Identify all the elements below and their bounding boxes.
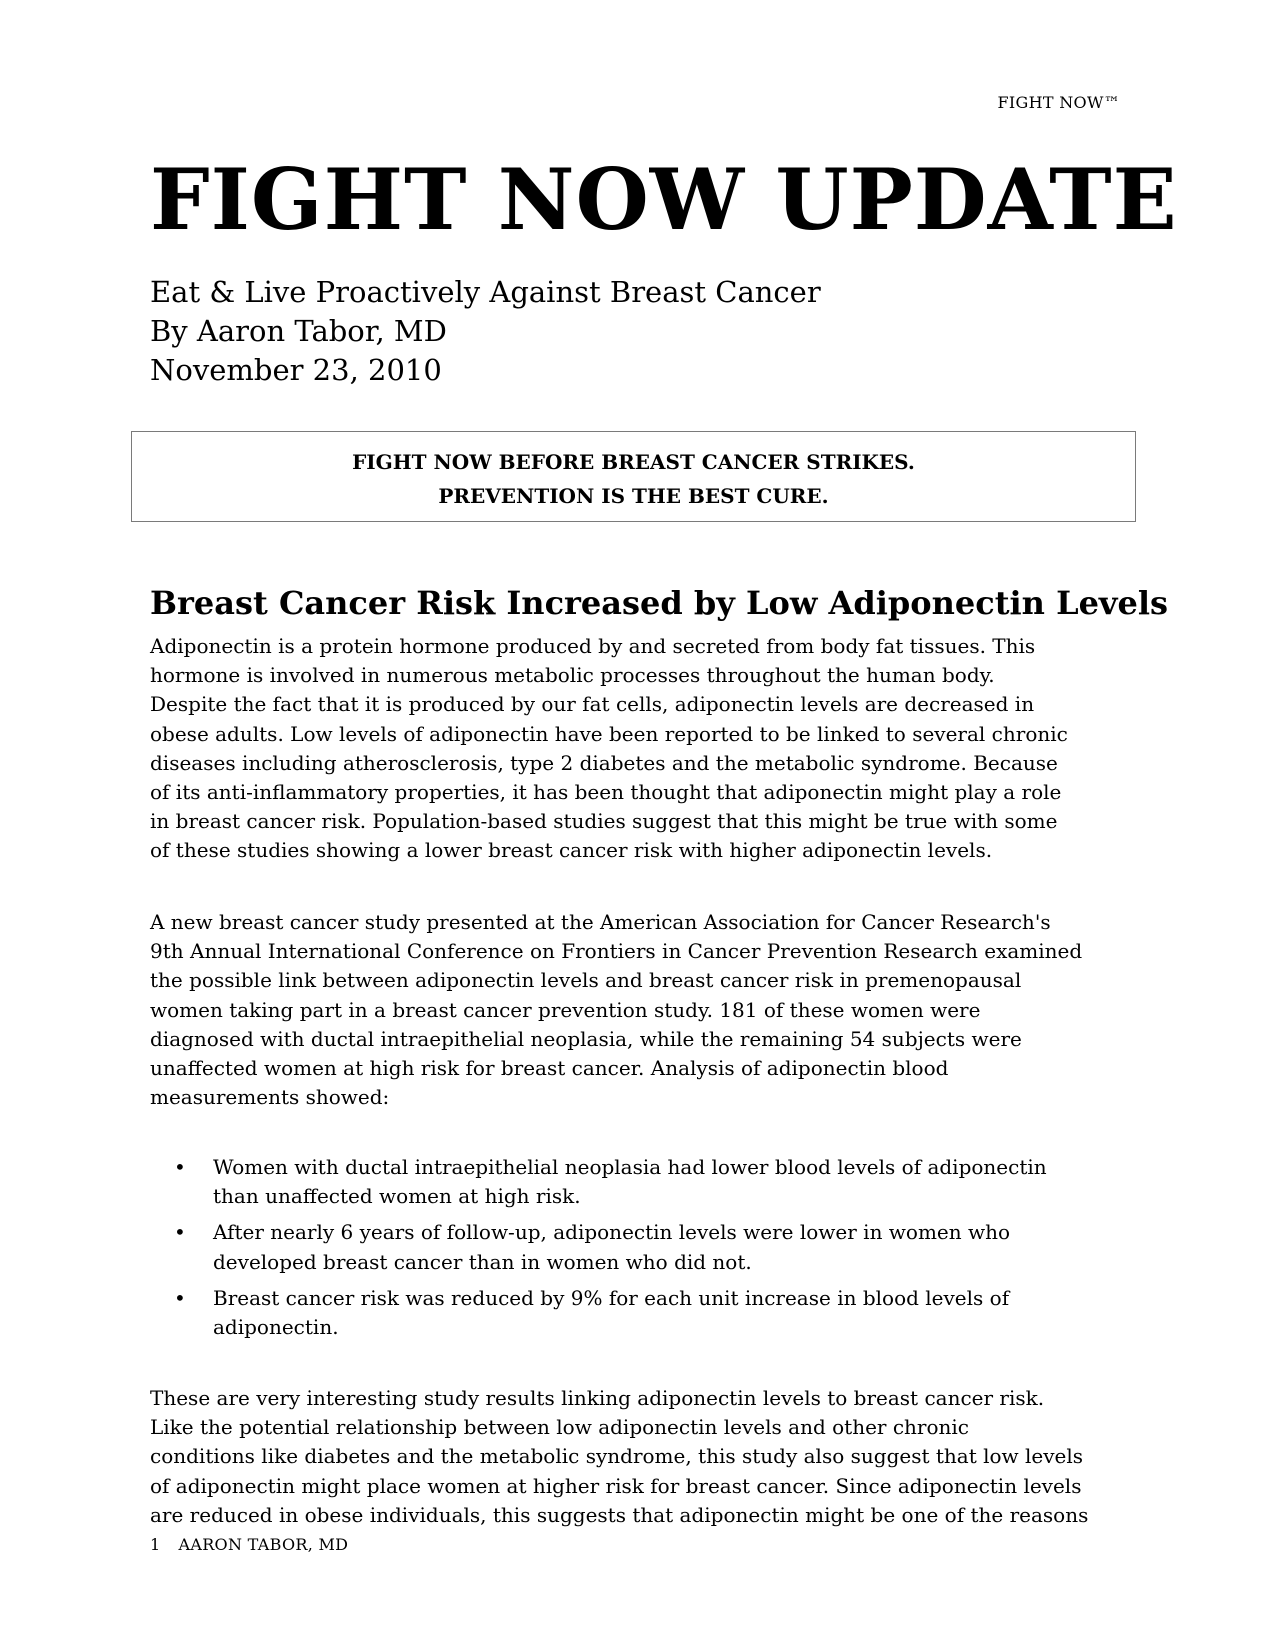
list-item (150, 1153, 1130, 1211)
publication-date: November 23, 2010 (150, 353, 442, 387)
list-item-line: than unaffected women at high risk. (213, 1184, 581, 1209)
paragraph-line: Like the potential relationship between low adiponectin levels and other chronic (150, 1415, 969, 1440)
document-title: FIGHT NOW UPDATE (150, 150, 1178, 249)
paragraph-line: Despite the fact that it is produced by our fat cells, adiponectin levels are decreased in (150, 692, 1035, 717)
paragraph-line: Adiponectin is a protein hormone produced by and secreted from body fat tissues. This (150, 634, 1036, 658)
paragraph-line: obese adults. Low levels of adiponectin have been reported to be linked to several chronic (150, 721, 1068, 746)
list-item-line: developed breast cancer than in women who did not. (213, 1249, 752, 1274)
paragraph-line: of these studies showing a lower breast cancer risk with higher adiponectin levels. (150, 838, 993, 863)
list-item-line: adiponectin. (213, 1315, 339, 1340)
list-item-line: Women with ductal intraepithelial neoplasia had lower blood levels of adiponectin (213, 1155, 1047, 1179)
paragraph-line: of its anti-inflammatory properties, it has been thought that adiponectin might play a role (150, 780, 1062, 805)
list-item-line: After nearly 6 years of follow-up, adiponectin levels were lower in women who (213, 1220, 1011, 1245)
page-footer (150, 1535, 348, 1554)
paragraph-line: unaffected women at high risk for breast cancer. Analysis of adiponectin blood (150, 1056, 949, 1081)
footer-author: AARON TABOR, MD (178, 1535, 349, 1554)
callout-box (131, 431, 1136, 522)
paragraph-line: of adiponectin might place women at higher risk for breast cancer. Since adiponectin levels (150, 1473, 1082, 1498)
callout-line-1: FIGHT NOW BEFORE BREAST CANCER STRIKES. (352, 450, 915, 474)
paragraph-line: hormone is involved in numerous metabolic processes throughout the human body. (150, 663, 995, 688)
paragraph-line: in breast cancer risk. Population-based studies suggest that this might be true with some (150, 809, 1058, 834)
article-heading: Breast Cancer Risk Increased by Low Adiponectin Levels (150, 584, 1169, 622)
paragraph-1 (150, 632, 1130, 866)
running-header: FIGHT NOW™ (997, 93, 1120, 112)
paragraph-line: diseases including atherosclerosis, type 2 diabetes and the metabolic syndrome. Because (150, 750, 1058, 775)
bullet-icon: • (174, 1155, 186, 1179)
callout-line-2: PREVENTION IS THE BEST CURE. (438, 484, 829, 508)
paragraph-line: measurements showed: (150, 1085, 390, 1110)
paragraph-line: A new breast cancer study presented at the American Association for Cancer Research's (150, 910, 1051, 934)
paragraph-line: 9th Annual International Conference on Frontiers in Cancer Prevention Research examined (150, 939, 1083, 964)
findings-list (150, 1153, 1130, 1349)
paragraph-line: are reduced in obese individuals, this suggests that adiponectin might be one of the reasons (150, 1502, 1089, 1527)
list-item (150, 1284, 1130, 1342)
bullet-icon: • (174, 1285, 186, 1310)
tagline: Eat & Live Proactively Against Breast Cancer (150, 275, 821, 309)
subtitle-block (150, 273, 821, 390)
paragraph-line: women taking part in a breast cancer prevention study. 181 of these women were (150, 997, 981, 1022)
page-number: 1 (150, 1535, 161, 1554)
paragraph-2 (150, 908, 1130, 1112)
list-item-line: Breast cancer risk was reduced by 9% for each unit increase in blood levels of (213, 1285, 1010, 1310)
paragraph-line: These are very interesting study results linking adiponectin levels to breast cancer risk. (150, 1386, 1045, 1410)
list-item (150, 1218, 1130, 1276)
paragraph-line: diagnosed with ductal intraepithelial neoplasia, while the remaining 54 subjects were (150, 1026, 1022, 1051)
byline: By Aaron Tabor, MD (150, 314, 447, 348)
paragraph-line: the possible link between adiponectin levels and breast cancer risk in premenopausal (150, 968, 1022, 993)
paragraph-line: conditions like diabetes and the metabolic syndrome, this study also suggest that low levels (150, 1444, 1084, 1469)
bullet-icon: • (174, 1220, 186, 1245)
paragraph-3 (150, 1384, 1130, 1530)
